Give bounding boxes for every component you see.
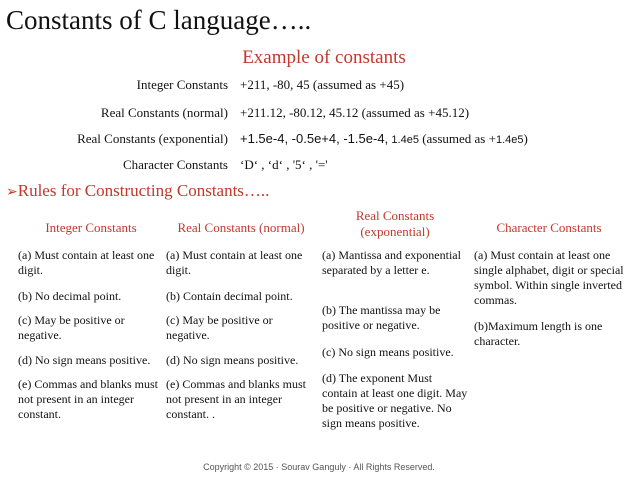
example-value: +211, -80, 45 (assumed as +45) [240, 77, 405, 92]
rule-item: (c) May be positive or negative. [18, 313, 125, 342]
rule-item: (a) Mantissa and exponential separated by a letter e. [322, 248, 461, 277]
arrow-bullet-icon: ➢ [6, 184, 18, 200]
rule-item: (e) Commas and blanks must not present in an integer constant. [18, 377, 158, 421]
column-heading: Real Constants (normal) [177, 220, 305, 235]
page-title: Constants of C language….. [6, 5, 312, 35]
example-row-character [0, 154, 638, 176]
example-value-end: ) [523, 131, 528, 146]
rules-column-real-exponential [322, 208, 468, 430]
example-value-small: 1.4e5 [391, 134, 419, 146]
rules-column-integer [18, 208, 164, 421]
rule-item: (b)Maximum length is one character. [474, 319, 603, 348]
example-row-integer [0, 74, 638, 96]
rules-column-character [474, 208, 624, 348]
rules-heading-text: Rules for Constructing Constants….. [17, 181, 270, 200]
column-heading: Integer Constants [45, 220, 137, 235]
example-label: Character Constants [122, 157, 228, 172]
rule-item: (b) The mantissa may be positive or negative. [322, 303, 441, 332]
example-label: Real Constants (normal) [100, 105, 228, 120]
rule-item: (b) No decimal point. [18, 289, 122, 303]
rule-item: (b) Contain decimal point. [166, 289, 293, 303]
example-label: Integer Constants [136, 77, 228, 92]
copyright-footer: Copyright © 2015 · Sourav Ganguly · All Rights Reserved. [203, 462, 435, 472]
example-row-real-normal [0, 102, 638, 124]
example-row-real-exponential [0, 128, 638, 150]
examples-subtitle-text: Example of constants [242, 47, 406, 68]
example-value: +211.12, -80.12, 45.12 (assumed as +45.12) [240, 105, 470, 120]
rule-item: (d) No sign means positive. [166, 353, 299, 367]
example-value: ‘D‘ , ‘d‘ , '5‘ , '=' [240, 157, 328, 172]
rules-heading [6, 180, 269, 203]
example-value-main: +1.5e-4, -0.5e+4, -1.5e-4, [240, 131, 389, 146]
example-label: Real Constants (exponential) [77, 131, 228, 146]
column-heading: Real Constants (exponential) [355, 208, 435, 239]
example-value-small-2: 1.4e5 [495, 134, 524, 146]
rule-item: (e) Commas and blanks must not present in an integer constant. . [166, 377, 306, 421]
rule-item: (c) No sign means positive. [322, 345, 454, 359]
rule-item: (a) Must contain at least one digit. [18, 248, 155, 277]
example-value [240, 128, 528, 151]
rule-item: (c) May be positive or negative. [166, 313, 273, 342]
rule-item: (d) The exponent Must contain at least one digit. May be positive or negative. No sign means positive. [322, 371, 468, 430]
column-heading: Character Constants [496, 220, 602, 235]
rule-item: (d) No sign means positive. [18, 353, 151, 367]
example-value-mid: (assumed as + [422, 131, 496, 146]
rule-item: (a) Must contain at least one digit. [166, 248, 303, 277]
rule-item: (a) Must contain at least one single alphabet, digit or special symbol. Within single inverted commas. [474, 248, 624, 307]
examples-subtitle [0, 46, 638, 70]
rules-column-real-normal [166, 208, 316, 421]
